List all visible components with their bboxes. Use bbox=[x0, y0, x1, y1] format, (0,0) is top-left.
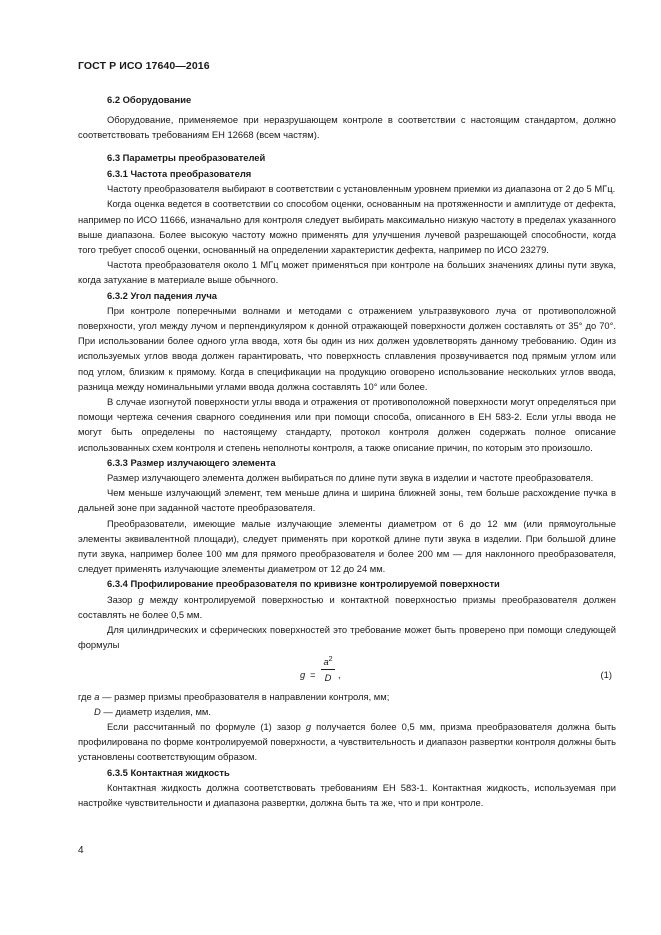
formula-equals: = bbox=[310, 668, 316, 680]
paragraph: Размер излучающего элемента должен выбираться по длине пути звука в изделии и частоте преобразователя. bbox=[107, 472, 594, 484]
section-title: 6.3 Параметры преобразователей bbox=[107, 152, 266, 163]
paragraph: Частоту преобразователя выбирают в соответствии с установленным уровнем приемки из диапазона от 2 до 5 МГц. bbox=[107, 183, 616, 195]
variable-g: g bbox=[138, 593, 144, 605]
document-header: ГОСТ Р ИСО 17640—2016 bbox=[78, 60, 210, 72]
formula-legend: где a — размер призмы преобразователя в направлении контроля, мм; bbox=[78, 690, 390, 702]
subsection-title: 6.3.3 Размер излучающего элемента bbox=[107, 456, 276, 468]
section-6-3-1 bbox=[78, 166, 616, 810]
section-6-3 bbox=[78, 150, 616, 165]
formula-number: (1) bbox=[600, 668, 612, 680]
paragraph: Для цилиндрических и сферических поверхностей это требование может быть проверено при помощи следующей формулы bbox=[78, 624, 616, 651]
paragraph: Зазор g между контролируемой поверхностью и контактной поверхностью призмы преобразователя должен составлять не более 0,5 мм. bbox=[78, 593, 616, 620]
paragraph: При контроле поперечными волнами и методами с отражением ультразвукового луча от противоположной поверхности, угол между лучом и перпендикуляром к донной отражающей поверхности должен составлять от 35° до 70°. При использовании более одного угла ввода, хотя бы один из них должен удовлетворять данному требованию. Один из используемых углов ввода должен гарантировать, что поверхность сплавления прозвучивается под прямым углом или под углом, близким к прямому. Когда в спецификации на продукцию оговорено использование нескольких углов ввода, разница между номинальными углами ввода должна составлять 10° или более. bbox=[78, 304, 616, 392]
paragraph: В случае изогнутой поверхности углы ввода и отражения от противоположной поверхности могут определяться при помощи чертежа сечения сварного соединения или при помощи способа, описанного в ЕН 583-2. Если углы ввода не могут быть определены по настоящему стандарту, протокол контроля должен содержать полное описание использованных схем контроля и степень неполноты контроля, а также описание причин, по которым это произошло. bbox=[78, 396, 616, 453]
formula-fraction bbox=[321, 653, 335, 684]
formula-1 bbox=[78, 653, 616, 689]
subsection-title: 6.3.4 Профилирование преобразователя по кривизне контролируемой поверхности bbox=[107, 578, 500, 590]
paragraph: Контактная жидкость должна соответствовать требованиям ЕН 583-1. Контактная жидкость, используемая при настройке чувствительности и диапазона развертки, должна быть та же, что и при контроле. bbox=[78, 781, 616, 808]
formula-denominator: D bbox=[324, 671, 332, 683]
paragraph: Преобразователи, имеющие малые излучающие элементы диаметром от 6 до 12 мм (или прямоугольные элементы эквивалентной площади), следует применять при короткой длине пути звука в изделии. При большой длине пути звука, например более 100 мм для прямого преобразователя и более 200 мм — для наклонного преобразователя, следует применять излучающие элементы диаметром от 12 до 24 мм. bbox=[78, 517, 616, 575]
paragraph: Когда оценка ведется в соответствии со способом оценки, основанным на протяженности и амплитуде от дефекта, например по ИСО 11666, изначально для контроля следует выбирать максимально низкую частоту в пределах указанного выше диапазона. Более высокую частоту можно применять для улучшения лучевой разрешающей способности, когда того требует способ оценки, основанный на определении характеристик дефекта, например по ИСО 23279. bbox=[78, 198, 616, 256]
section-6-2 bbox=[78, 92, 616, 143]
formula-lhs: g bbox=[300, 668, 306, 680]
paragraph: Оборудование, применяемое при неразрушающем контроле в соответствии с настоящим стандартом, должно соответствовать требованиям ЕН 12668 (всем частям). bbox=[78, 114, 616, 141]
paragraph: Частота преобразователя около 1 МГц может применяться при контроле на больших значениях длины пути звука, когда затухание в материале выше обычного. bbox=[78, 259, 616, 286]
subsection-title: 6.3.5 Контактная жидкость bbox=[107, 766, 230, 778]
formula-comma: , bbox=[338, 668, 341, 680]
subsection-title: 6.3.1 Частота преобразователя bbox=[107, 168, 252, 179]
paragraph: Чем меньше излучающий элемент, тем меньше длина и ширина ближней зоны, тем больше расхождение пучка в дальней зоне при заданной частоте преобразователя. bbox=[78, 487, 616, 514]
fraction-bar bbox=[321, 669, 335, 670]
formula-numerator: $a^2$ bbox=[323, 655, 333, 667]
section-title: 6.2 Оборудование bbox=[107, 94, 192, 105]
subsection-title: 6.3.2 Угол падения луча bbox=[107, 289, 218, 301]
formula-legend: D — диаметр изделия, мм. bbox=[94, 705, 211, 717]
paragraph: Если рассчитанный по формуле (1) зазор g получается более 0,5 мм, призма преобразователя должна быть профилирована по форме контролируемой поверхности, а чувствительность и диапазон развертки контроля должны быть установлены соответствующим образом. bbox=[78, 720, 616, 763]
page-number: 4 bbox=[78, 845, 84, 856]
